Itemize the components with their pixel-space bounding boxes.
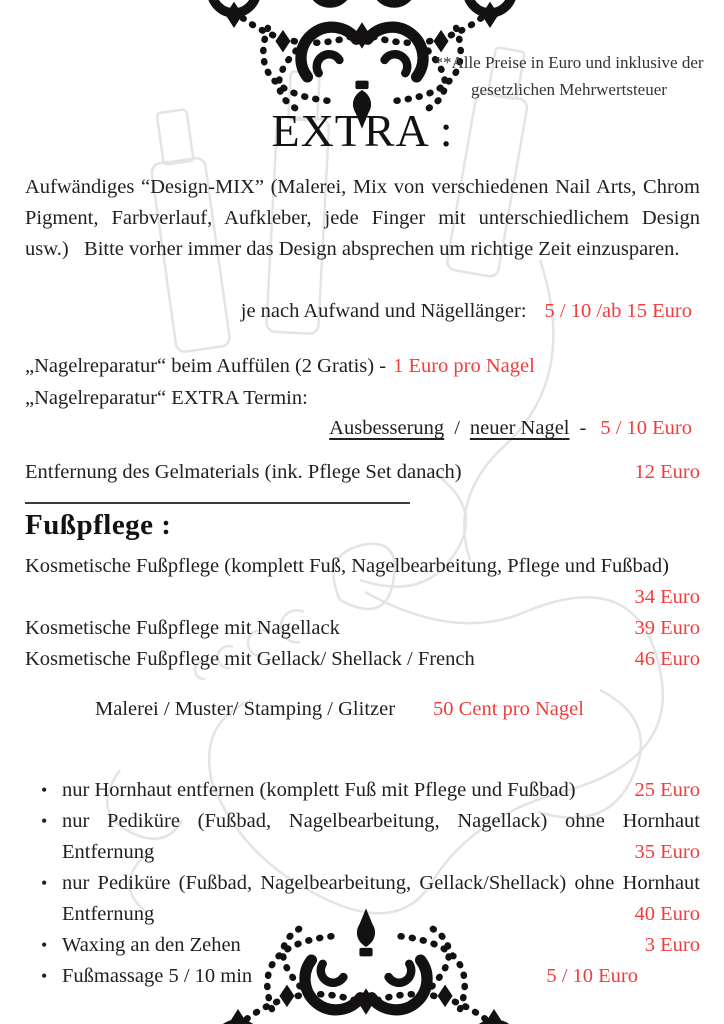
gel-removal-row — [25, 457, 700, 488]
bullet-row — [25, 930, 700, 961]
tax-note: **Alle Preise in Euro und inklusive der gesetzlichen Mehrwertsteuer — [434, 53, 704, 99]
bullet-icon: • — [41, 935, 48, 955]
bullet-price: 40 Euro — [634, 903, 700, 925]
effort-label: je nach Aufwand und Nägellänger: — [240, 300, 527, 322]
repair-option-2: neuer Nagel — [469, 417, 570, 439]
repair-fill-row — [25, 351, 700, 382]
section-title-extra: EXTRA : — [271, 105, 454, 156]
bullet-price: 3 Euro — [644, 934, 700, 956]
design-mix-paragraph: Aufwändiges “Design-MIX” (Malerei, Mix von verschiedenen Nail Arts, Chrom Pigment, Farbverlauf, Aufkleber, jede Finger mit unterschiedlichem Design usw.) Bitte vorher immer das Design absprechen um richtige Zeit einzusparen. — [25, 176, 700, 260]
bullet-row — [25, 806, 700, 868]
item-label: Kosmetische Fußpflege mit Nagellack — [25, 617, 340, 639]
bullet-price: 5 / 10 Euro — [546, 965, 638, 987]
item-label: Kosmetische Fußpflege mit Gellack/ Shellack / French — [25, 648, 475, 670]
bullet-label: Waxing an den Zehen — [62, 934, 241, 956]
option-separator: / — [454, 417, 460, 439]
section-title-fusspflege: Fußpflege : — [25, 509, 172, 541]
bullet-price: 35 Euro — [634, 841, 700, 863]
bullet-label: Fußmassage 5 / 10 min — [62, 965, 253, 987]
item-price: 46 Euro — [634, 648, 700, 670]
bullet-row — [25, 961, 700, 992]
repair-option-price: 5 / 10 Euro — [600, 417, 692, 439]
bullet-row — [25, 775, 700, 806]
bullet-icon: • — [41, 811, 48, 831]
bullet-price: 25 Euro — [634, 779, 700, 801]
item-label: Kosmetische Fußpflege (komplett Fuß, Nagelbearbeitung, Pflege und Fußbad) — [25, 555, 669, 577]
repair-fill-price: 1 Euro pro Nagel — [393, 355, 535, 377]
repair-option-1: Ausbesserung — [329, 417, 445, 439]
gel-removal-label: Entfernung des Gelmaterials (ink. Pflege Set danach) — [25, 461, 462, 483]
bullet-label: nur Hornhaut entfernen (komplett Fuß mit Pflege und Fußbad) — [62, 779, 576, 801]
section-divider — [25, 502, 410, 504]
effort-price-row — [25, 296, 700, 327]
repair-option-row — [25, 413, 700, 444]
repair-extra-row — [25, 383, 700, 414]
repair-fill-label: „Nagelreparatur“ beim Auffülen (2 Gratis) - — [25, 355, 387, 377]
price-row — [25, 644, 700, 675]
bullet-icon: • — [41, 873, 48, 893]
bullet-label: nur Pediküre (Fußbad, Nagelbearbeitung, Nagellack) ohne Hornhaut Entfernung — [62, 810, 700, 863]
effort-price: 5 / 10 /ab 15 Euro — [544, 300, 692, 322]
painting-label: Malerei / Muster/ Stamping / Glitzer — [95, 698, 396, 720]
repair-extra-label: „Nagelreparatur“ EXTRA Termin: — [25, 387, 308, 409]
item-price: 39 Euro — [634, 617, 700, 639]
price-row — [25, 551, 700, 613]
bullet-icon: • — [41, 780, 48, 800]
painting-price-row — [25, 694, 700, 725]
painting-price: 50 Cent pro Nagel — [433, 698, 584, 720]
bullet-row — [25, 868, 700, 930]
gel-removal-price: 12 Euro — [634, 461, 700, 483]
bullet-label: nur Pediküre (Fußbad, Nagelbearbeitung, Gellack/Shellack) ohne Hornhaut Entfernung — [62, 872, 700, 925]
option-dash: - — [579, 417, 587, 439]
fusspflege-bullet-list — [25, 775, 700, 992]
price-row — [25, 613, 700, 644]
bullet-icon: • — [41, 966, 48, 986]
fusspflege-price-list — [25, 551, 700, 675]
item-price: 34 Euro — [634, 586, 700, 608]
